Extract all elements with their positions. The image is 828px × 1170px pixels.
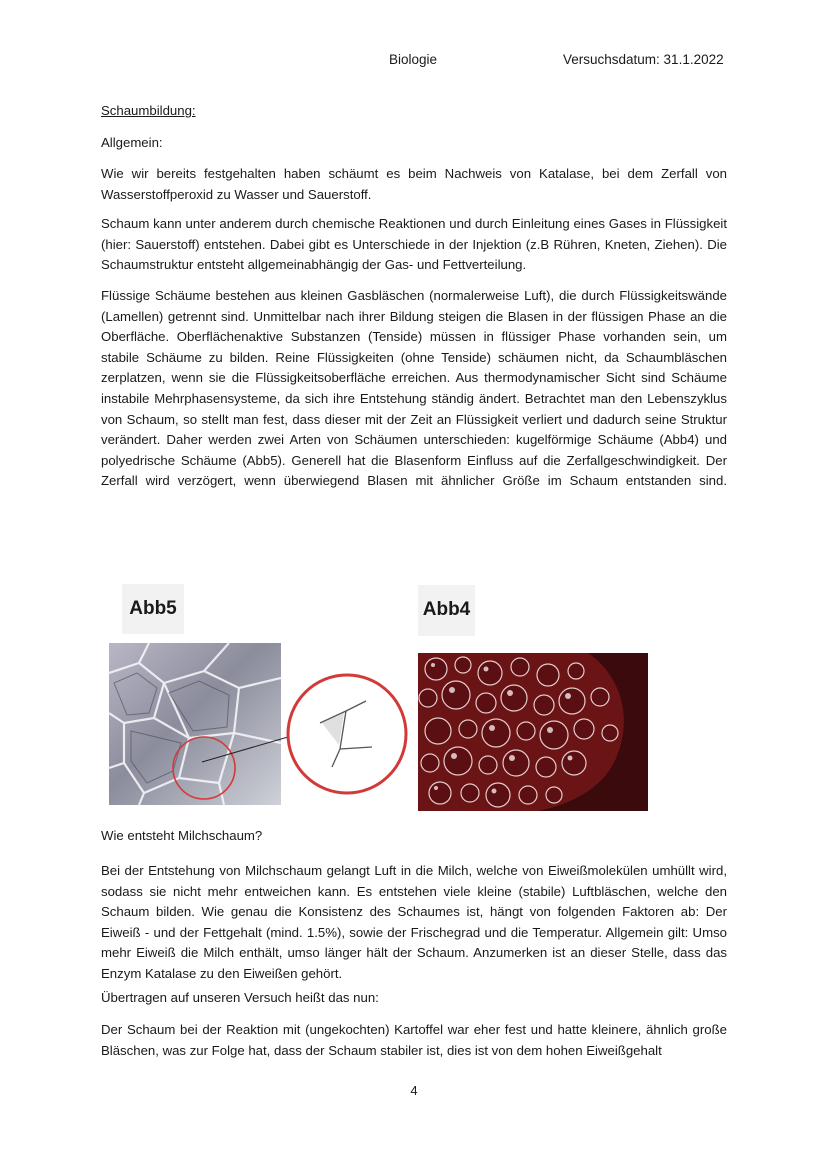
header-date: Versuchsdatum: 31.1.2022 bbox=[563, 52, 724, 67]
header-subject: Biologie bbox=[389, 52, 438, 67]
paragraph-foam-formation: Schaum kann unter anderem durch chemische Reaktionen und durch Einleitung eines Gases in Flüssigkeit (hier: Sauerstoff) entstehen. Dabei gibt es Unterschiede in der Injektion (z.B Rühren, Kneten, Ziehen). Die Schaumstruktur entsteht allgemeinabhängig der Gas- und Fettverteilung. bbox=[101, 216, 727, 273]
subheading-general: Allgemein: bbox=[101, 135, 163, 150]
figure-label-abb5: Abb5 bbox=[122, 584, 184, 634]
paragraph-milk-foam: Bei der Entstehung von Milchschaum gelangt Luft in die Milch, welche von Eiweißmolekülen umhüllt wird, sodass sie nicht mehr entweichen kann. Es entstehen viele kleine (stabile) Luftbläschen, welche den Schaum bilden. Wie genau die Konsistenz des Schaumes ist, hängt von folgenden Faktoren ab: Der Eiweiß - und der Fettgehalt (mind. 1.5%), sowie der Frischegrad und die Temperatur. Allgemein gilt: Umso mehr Eiweiß die Milch enthält, umso länger hält der Schaum. Anzumerken ist an dieser Stelle, dass das Enzym Katalase zu den Eiweißen gehört. bbox=[101, 863, 727, 981]
page-number: 4 bbox=[410, 1083, 418, 1098]
figure-label-abb4: Abb4 bbox=[418, 585, 475, 636]
zoom-detail-circle bbox=[284, 671, 410, 797]
paragraph-intro: Wie wir bereits festgehalten haben schäumt es beim Nachweis von Katalase, bei dem Zerfall von Wasserstoffperoxid zu Wasser und Sauerstoff. bbox=[101, 166, 727, 202]
question-milk-foam: Wie entsteht Milchschaum? bbox=[101, 828, 263, 843]
paragraph-liquid-foams: Flüssige Schäume bestehen aus kleinen Gasbläschen (normalerweise Luft), die durch Flüssigkeitswände (Lamellen) getrennt sind. Unmittelbar nach ihrer Bildung steigen die Blasen in der flüssigen Phase an die Oberfläche. Oberflächenaktive Substanzen (Tenside) müssen in flüssiger Phase vorhanden sein, um stabile Schäume zu bilden. Reine Flüssigkeiten (ohne Tenside) schäumen nicht, da Schaumbläschen zerplatzen, wenn sie die Flüssigkeitsoberfläche erreichen. Aus thermodynamischer Sicht sind Schäume instabile Mehrphasensysteme, da sich ihre Entstehung ständig ändert. Betrachtet man den Lebenszyklus von Schaum, so stellt man fest, dass dieser mit der Zeit an Flüssigkeit verliert und dadurch seine Struktur verändert. Daher werden zwei Arten von Schäumen unterschieden: kugelförmige Schäume (Abb4) und polyedrische Schäume (Abb5). Generell hat die Blasenform Einfluss auf die Zerfallgeschwindigkeit. Der Zerfall wird verzögert, wenn überwiegend Blasen mit ähnlicher Größe im Schaum entstanden sind. bbox=[101, 288, 727, 489]
paragraph-transfer: Der Schaum bei der Reaktion mit (ungekochten) Kartoffel war eher fest und hatte kleinere, ähnlich große Bläschen, was zur Folge hat, dass der Schaum stabiler ist, dies ist von dem hohen Eiweißgehalt bbox=[101, 1022, 727, 1058]
spherical-foam-image bbox=[418, 653, 648, 811]
transfer-heading: Übertragen auf unseren Versuch heißt das nun: bbox=[101, 990, 379, 1005]
section-title: Schaumbildung: bbox=[101, 103, 196, 118]
